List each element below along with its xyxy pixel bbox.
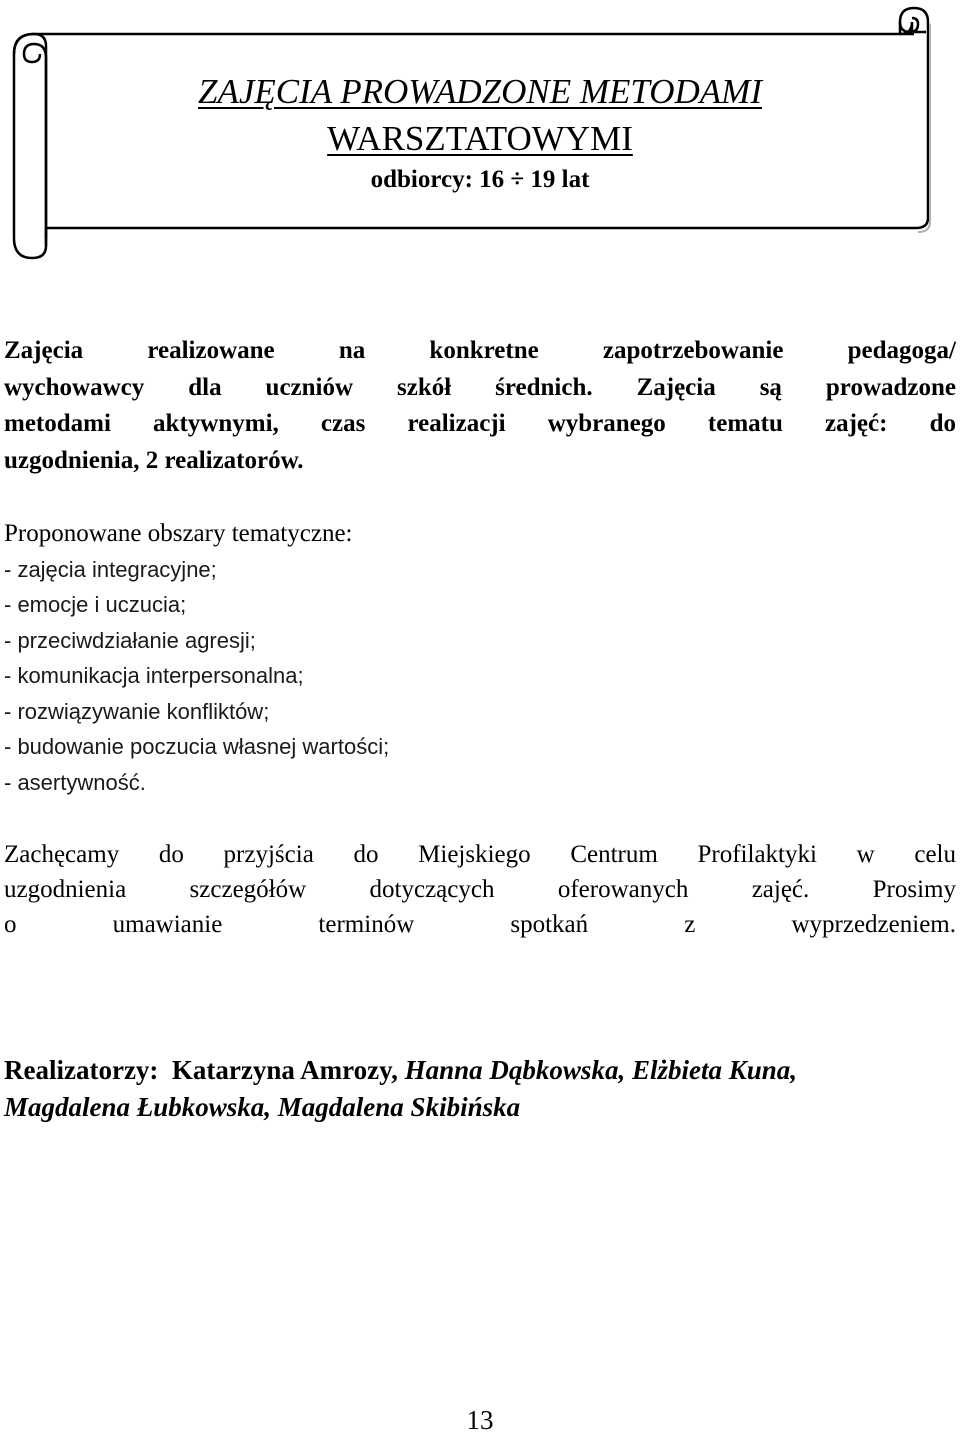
intro-line: uzgodnienia, 2 realizatorów.: [4, 446, 304, 474]
topic-item: - emocje i uczucia;: [4, 592, 187, 617]
topic-item: - zajęcia integracyjne;: [4, 556, 217, 582]
banner-title-line-2: WARSZTATOWYMI: [327, 119, 633, 158]
realizer-name: Katarzyna Amrozy,: [171, 1055, 398, 1085]
topics-section: [4, 516, 956, 800]
topic-item: - asertywność.: [4, 769, 146, 795]
realizer-name: Elżbieta Kuna,: [631, 1055, 797, 1085]
page-number: 13: [466, 1405, 494, 1435]
realizers-label: Realizatorzy:: [4, 1055, 159, 1085]
invitation-line: o umawianie terminów spotkań z wyprzedzeniem.: [4, 911, 956, 938]
invitation-line: Zachęcamy do przyjścia do Miejskiego Centrum Profilaktyki w celu: [4, 841, 956, 868]
banner-title-line-1: ZAJĘCIA PROWADZONE METODAMI: [198, 72, 762, 111]
intro-line: Zajęcia realizowane na konkretne zapotrzebowanie pedagoga/: [4, 337, 956, 364]
topic-item: - przeciwdziałanie agresji;: [4, 627, 256, 653]
topic-item: - rozwiązywanie konfliktów;: [4, 698, 270, 724]
intro-line: metodami aktywnymi, czas realizacji wybranego tematu zajęć: do: [4, 410, 956, 437]
invitation-line: uzgodnienia szczegółów dotyczących oferowanych zajęć. Prosimy: [4, 876, 956, 903]
intro-line: wychowawcy dla uczniów szkół średnich. Zajęcia są prowadzone: [4, 373, 956, 401]
topics-heading: Proponowane obszary tematyczne:: [4, 520, 353, 547]
realizer-name: Magdalena Skibińska: [277, 1092, 521, 1122]
realizer-name: Hanna Dąbkowska,: [404, 1055, 626, 1085]
intro-paragraph: [4, 333, 956, 479]
realizers-section: [4, 1052, 956, 1126]
banner-subtitle: odbiorcy: 16 ÷ 19 lat: [370, 166, 590, 193]
topic-item: - budowanie poczucia własnej wartości;: [4, 734, 390, 759]
invitation-paragraph: [4, 837, 956, 942]
topic-item: - komunikacja interpersonalna;: [4, 663, 304, 688]
realizer-name: Magdalena Łubkowska,: [4, 1092, 272, 1122]
